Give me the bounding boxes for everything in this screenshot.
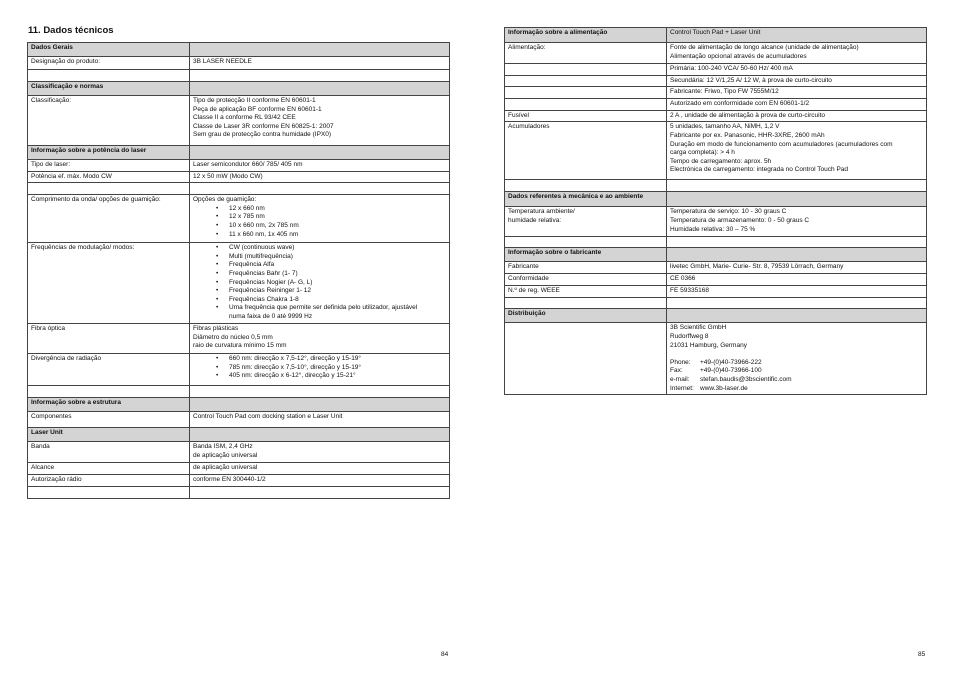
row-label xyxy=(28,146,190,160)
empty-row xyxy=(28,386,450,398)
value-line: Opções de guamição: xyxy=(193,196,257,204)
empty-row xyxy=(505,298,927,309)
list-item xyxy=(229,372,446,381)
list-item-line: • Frequências Reininger 1- 12 xyxy=(229,287,312,295)
row-label xyxy=(28,57,190,70)
row-value xyxy=(190,324,450,354)
label-line: Componentes xyxy=(31,413,72,421)
table-row xyxy=(505,274,927,286)
value-line: Humidade relativa: 30 – 75 % xyxy=(670,225,756,233)
section-row xyxy=(28,428,450,442)
bullet-list xyxy=(193,244,446,321)
label-line: Fabricante xyxy=(508,263,539,271)
value-line: 5 unidades, tamanho AA, NiMH, 1,2 V xyxy=(670,123,780,131)
value-line: Duração em modo de funcionamento com acumuladores (acumuladores com xyxy=(670,140,893,148)
row-value xyxy=(190,171,450,183)
value-line xyxy=(670,350,923,359)
row-value xyxy=(667,248,927,262)
row-value xyxy=(667,110,927,122)
table-row xyxy=(505,323,927,395)
label-line: Fibra óptica xyxy=(31,325,65,333)
section-row xyxy=(28,146,450,160)
row-value xyxy=(667,237,927,248)
list-item-line: • Frequências Nogier (A- G, L) xyxy=(229,278,313,286)
row-label xyxy=(505,248,667,262)
list-item xyxy=(229,270,446,279)
table-row xyxy=(505,43,927,64)
value-line: Laser semicondutor 660/ 785/ 405 nm xyxy=(193,161,303,168)
row-label xyxy=(505,110,667,122)
row-value xyxy=(667,207,927,237)
row-value xyxy=(667,28,927,43)
value-line: Banda ISM, 2,4 GHz xyxy=(193,443,253,451)
row-value xyxy=(667,323,927,395)
table-row xyxy=(28,463,450,475)
contact-value: +49-(0)40-73966-222 xyxy=(700,358,762,366)
row-value xyxy=(667,99,927,111)
row-value xyxy=(667,262,927,274)
label-line: Laser Unit xyxy=(31,429,63,437)
label-line: Alcance xyxy=(31,464,55,472)
contact-key: e-mail: xyxy=(670,375,690,383)
label-line: Informação sobre a potência do laser xyxy=(31,147,147,154)
row-value xyxy=(190,243,450,324)
row-label xyxy=(505,192,667,207)
value-line: 21031 Hamburg, Germany xyxy=(670,341,747,349)
row-value xyxy=(190,43,450,57)
contact-key: Fax: xyxy=(670,367,683,375)
list-item-line: • Frequência Alfa xyxy=(229,261,275,269)
label-line: Dados referentes à mecânica e ao ambiente xyxy=(508,193,644,201)
row-label xyxy=(28,96,190,146)
table-row xyxy=(28,474,450,486)
row-label xyxy=(505,274,667,286)
value-line: de aplicação universal xyxy=(193,451,258,459)
row-value xyxy=(190,82,450,96)
table-row xyxy=(28,57,450,70)
value-line: Peça de aplicação BF conforme EN 60601-1 xyxy=(193,105,322,113)
row-value xyxy=(190,486,450,498)
value-line: 3B Scientific GmbH xyxy=(670,324,727,332)
list-item-line: • Multi (multifrequência) xyxy=(229,252,293,260)
list-item xyxy=(229,355,446,364)
list-item-line: • 12 x 785 nm xyxy=(229,213,265,221)
value-line: Fabricante: Friwo, Tipo FW 7555M/12 xyxy=(670,88,779,96)
row-value xyxy=(667,64,927,76)
row-label xyxy=(505,99,667,111)
row-label xyxy=(505,75,667,87)
section-row xyxy=(505,192,927,207)
section-heading: 11. Dados técnicos xyxy=(28,25,114,36)
list-item xyxy=(229,222,446,231)
label-line: Divergência de radiação xyxy=(31,355,102,363)
row-label xyxy=(28,354,190,386)
row-value xyxy=(190,195,450,243)
section-row xyxy=(505,28,927,43)
value-line: Control Touch Pad com docking station e Laser Unit xyxy=(193,413,343,421)
row-label xyxy=(28,428,190,442)
empty-row xyxy=(28,70,450,82)
value-line: Tempo de carregamento: aprox. 5h xyxy=(670,157,772,165)
table-row xyxy=(505,207,927,237)
row-label xyxy=(28,486,190,498)
row-label xyxy=(505,180,667,192)
value-line: FE 59335168 xyxy=(670,287,710,295)
list-item xyxy=(229,304,446,321)
row-value xyxy=(667,192,927,207)
list-item xyxy=(229,296,446,305)
table-row xyxy=(28,324,450,354)
label-line: Classificação: xyxy=(31,97,72,104)
row-value xyxy=(190,96,450,146)
row-label xyxy=(505,323,667,395)
empty-row xyxy=(28,183,450,195)
row-label xyxy=(28,160,190,172)
row-value xyxy=(190,428,450,442)
value-line: Classe de Laser 3R conforme EN 60825-1: 2007 xyxy=(193,122,334,130)
row-value xyxy=(190,57,450,70)
row-label xyxy=(505,87,667,99)
row-value xyxy=(667,87,927,99)
row-label xyxy=(28,463,190,475)
table-row xyxy=(505,75,927,87)
value-line: Tipo de protecção II conforme EN 60601-1 xyxy=(193,97,316,104)
list-item-line: numa faixa de 0 até 9999 Hz xyxy=(229,312,313,320)
list-item-line: • Frequências Chakra 1-8 xyxy=(229,295,299,303)
list-item-line: • 10 x 660 nm, 2x 785 nm xyxy=(229,221,299,229)
table-row xyxy=(505,99,927,111)
table-row xyxy=(28,412,450,428)
label-line: Informação sobre a alimentação xyxy=(508,29,608,36)
section-row xyxy=(28,43,450,57)
label-line: Dados Gerais xyxy=(31,44,73,51)
empty-row xyxy=(505,237,927,248)
table-row xyxy=(28,96,450,146)
section-row xyxy=(28,398,450,412)
row-value xyxy=(190,474,450,486)
row-value xyxy=(667,309,927,323)
contact-value: www.3b-laser.de xyxy=(700,384,748,392)
contact-line xyxy=(670,376,923,385)
row-value xyxy=(190,183,450,195)
list-item xyxy=(229,244,446,253)
row-label xyxy=(28,398,190,412)
row-label xyxy=(28,243,190,324)
label-line: Autorização rádio xyxy=(31,475,82,483)
list-item xyxy=(229,261,446,270)
list-item xyxy=(229,287,446,296)
table-row xyxy=(505,87,927,99)
page-number-right: 85 xyxy=(918,651,926,658)
label-line: Informação sobre o fabricante xyxy=(508,249,602,257)
row-value xyxy=(190,160,450,172)
label-line: Designação do produto: xyxy=(31,58,101,65)
row-value xyxy=(667,180,927,192)
bullet-list xyxy=(193,205,446,239)
row-value xyxy=(667,286,927,298)
label-line: Potência ef. máx. Modo CW xyxy=(31,172,112,180)
value-line: Sem grau de protecção contra humidade (IPX0) xyxy=(193,131,332,139)
value-line: de aplicação universal xyxy=(193,464,258,472)
value-line: Autorizado em conformidade com EN 60601-1/2 xyxy=(670,100,810,108)
table-row xyxy=(28,195,450,243)
table-row xyxy=(505,122,927,180)
right-spec-table xyxy=(504,27,927,395)
row-value xyxy=(190,386,450,398)
left-spec-table xyxy=(27,42,450,499)
row-value xyxy=(667,75,927,87)
list-item-line: • 405 nm: direcção x 6-12°, direcção y 15-21° xyxy=(229,372,356,380)
contact-value: stefan.baudis@3bscientific.com xyxy=(700,375,792,383)
table-row xyxy=(28,160,450,172)
table-row xyxy=(505,64,927,76)
value-line: 12 x 50 mW (Modo CW) xyxy=(193,172,263,180)
list-item-line: • CW (continuous wave) xyxy=(229,244,295,252)
list-item xyxy=(229,231,446,240)
table-row xyxy=(505,286,927,298)
row-label xyxy=(28,474,190,486)
list-item xyxy=(229,213,446,222)
list-item-line: • 785 nm: direcção x 7,5-10°, direcção y 15-19° xyxy=(229,363,362,371)
label-line: Temperatura ambiente/ xyxy=(508,208,575,216)
table-row xyxy=(28,243,450,324)
row-label xyxy=(28,183,190,195)
label-line: Comprimento da onda/ opções de guamição: xyxy=(31,196,161,204)
table-row xyxy=(28,171,450,183)
contact-key: Phone: xyxy=(670,358,691,366)
value-line: conforme EN 300440-1/2 xyxy=(193,475,266,483)
list-item-line: • 11 x 660 nm, 1x 405 nm xyxy=(229,230,299,238)
row-label xyxy=(505,286,667,298)
value-line: Alimentação opcional através de acumuladores xyxy=(670,52,807,60)
row-label xyxy=(505,64,667,76)
row-label xyxy=(505,309,667,323)
section-row xyxy=(28,82,450,96)
empty-row xyxy=(28,486,450,498)
row-value xyxy=(667,43,927,64)
list-item-line: • 660 nm: direcção x 7,5-12°, direcção y 15-19° xyxy=(229,355,362,363)
table-row xyxy=(28,442,450,463)
label-line: Tipo de laser: xyxy=(31,161,71,168)
row-value xyxy=(190,398,450,412)
label-line: Fusível xyxy=(508,111,529,119)
row-value xyxy=(190,463,450,475)
row-label xyxy=(505,207,667,237)
contact-key: Internet: xyxy=(670,384,694,392)
row-label xyxy=(28,70,190,82)
label-line: Banda xyxy=(31,443,50,451)
list-item-line: • 12 x 660 nm xyxy=(229,204,265,212)
list-item xyxy=(229,205,446,214)
row-label xyxy=(28,324,190,354)
value-line: Fibras plásticas xyxy=(193,325,239,333)
row-label xyxy=(505,122,667,180)
row-label xyxy=(505,43,667,64)
row-value xyxy=(667,122,927,180)
table-row xyxy=(505,110,927,122)
row-label xyxy=(28,171,190,183)
label-line: Acumuladores xyxy=(508,123,550,131)
value-line: Rudorffweg 8 xyxy=(670,332,709,340)
value-line: CE 0366 xyxy=(670,275,696,283)
value-line: Electrónica de carregamento: integrada no Control Touch Pad xyxy=(670,166,849,174)
row-label xyxy=(28,195,190,243)
row-label xyxy=(505,298,667,309)
label-line: Frequências de modulação/ modos: xyxy=(31,244,135,252)
row-value xyxy=(190,70,450,82)
contact-line xyxy=(670,385,923,394)
list-item-line: • Uma frequência que permite ser definida pelo utilizador, ajustável xyxy=(229,304,418,312)
value-line: 2 A , unidade de alimentação à prova de curto-circuito xyxy=(670,111,826,119)
row-label xyxy=(505,28,667,43)
section-row xyxy=(505,248,927,262)
row-value xyxy=(190,146,450,160)
value-line: raio de curvatura mínimo 15 mm xyxy=(193,342,287,350)
row-label xyxy=(28,43,190,57)
contact-value: +49-(0)40-73966-100 xyxy=(700,367,762,375)
section-value: Control Touch Pad + Laser Unit xyxy=(670,29,761,36)
label-line: Informação sobre a estrutura xyxy=(31,399,121,407)
value-line: 3B LASER NEEDLE xyxy=(193,58,252,65)
value-line: Temperatura de serviço: 10 - 30 graus C xyxy=(670,208,787,216)
value-line: Fabricante por ex. Panasonic, HHR-3XRE, 2600 mAh xyxy=(670,131,825,139)
row-value xyxy=(667,274,927,286)
value-line: Classe II a conforme RL 93/42 CEE xyxy=(193,114,296,122)
row-label xyxy=(28,442,190,463)
contact-line xyxy=(670,359,923,368)
label-line: Alimentação: xyxy=(508,44,546,51)
value-line: Primária: 100-240 VCA/ 50-60 Hz/ 400 mA xyxy=(670,65,793,72)
row-label xyxy=(28,412,190,428)
row-label xyxy=(505,262,667,274)
contact-line xyxy=(670,367,923,376)
page-number-left: 84 xyxy=(441,651,449,658)
list-item xyxy=(229,253,446,262)
list-item-line: • Frequências Bahr (1- 7) xyxy=(229,269,298,277)
value-line: Secundária: 12 V/1,25 A/ 12 W, à prova de curto-circuito xyxy=(670,76,832,84)
value-line: Diâmetro do núcleo 0,5 mm xyxy=(193,333,273,341)
section-row xyxy=(505,309,927,323)
label-line: Conformidade xyxy=(508,275,549,283)
value-line: carga completa): > 4 h xyxy=(670,149,735,157)
table-row xyxy=(505,262,927,274)
empty-row xyxy=(505,180,927,192)
label-line: Classificação e normas xyxy=(31,83,104,90)
row-value xyxy=(190,412,450,428)
list-item xyxy=(229,279,446,288)
bullet-list xyxy=(193,355,446,381)
value-line: livetec GmbH, Marie- Curie- Str. 8, 79539 Lörrach, Germany xyxy=(670,263,844,271)
row-value xyxy=(190,442,450,463)
row-label xyxy=(28,82,190,96)
table-row xyxy=(28,354,450,386)
row-value xyxy=(190,354,450,386)
value-line: Fonte de alimentação de longo alcance (unidade de alimentação) xyxy=(670,44,859,51)
label-line: Distribuição xyxy=(508,310,546,318)
row-label xyxy=(28,386,190,398)
row-label xyxy=(505,237,667,248)
label-line: humidade relativa: xyxy=(508,216,562,224)
row-value xyxy=(667,298,927,309)
value-line: Temperatura de armazenamento: 0 - 50 graus C xyxy=(670,216,810,224)
label-line: N.º de reg. WEEE xyxy=(508,287,560,295)
